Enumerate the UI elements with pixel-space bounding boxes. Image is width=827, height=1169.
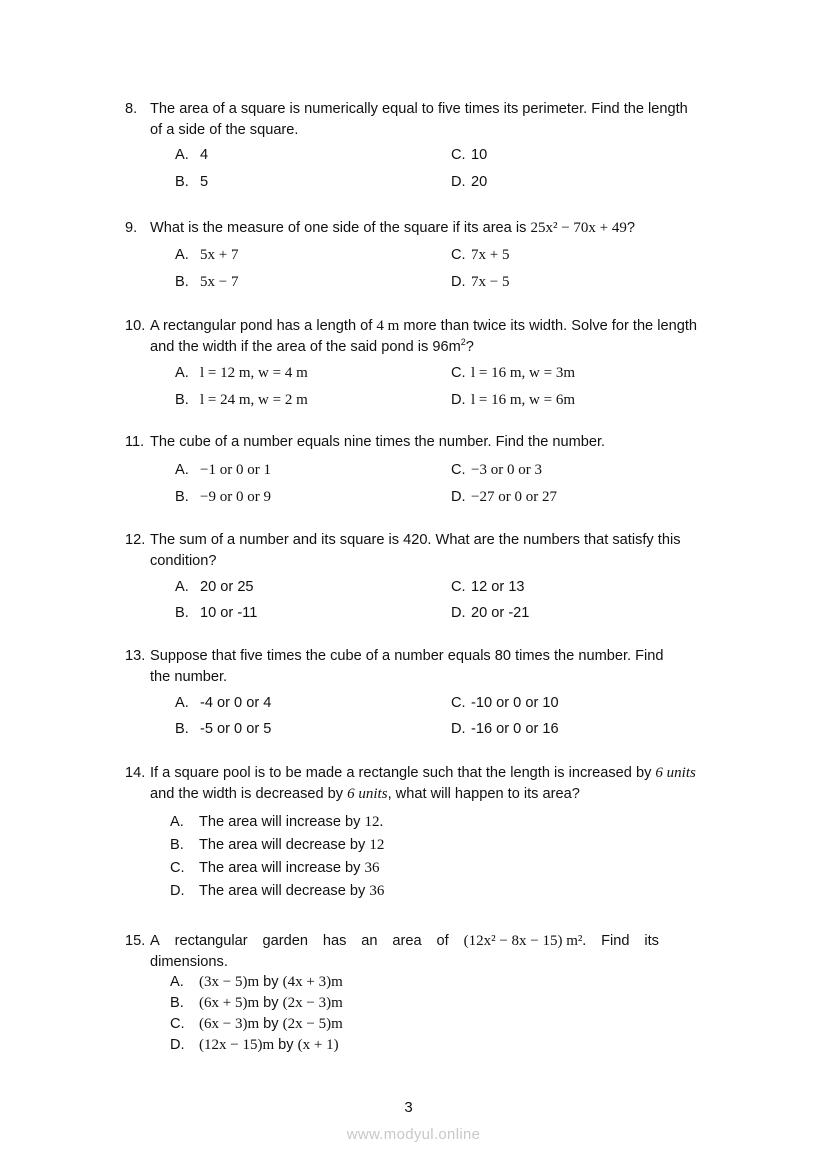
option-a[interactable]: A. 4: [175, 147, 209, 163]
option-text: l = 16 m, w = 6m: [471, 392, 576, 408]
option-text: -4 or 0 or 4: [200, 695, 272, 711]
option-a[interactable]: A. The area will increase by 12.: [170, 814, 384, 830]
question-stem: The area of a square is numerically equal to five times its perimeter. Find the length of a side of the square.: [150, 101, 688, 138]
question-8: [125, 99, 725, 140]
option-a[interactable]: A. 5x + 7: [175, 247, 239, 263]
option-b[interactable]: B. 5: [175, 174, 209, 190]
option-text: −9 or 0 or 9: [200, 489, 271, 505]
option-text: −1 or 0 or 1: [200, 462, 271, 478]
math-expression: 25x² − 70x + 49: [530, 220, 627, 236]
option-a[interactable]: A. 20 or 25: [175, 579, 254, 595]
question-number: 12.: [125, 532, 146, 548]
option-d[interactable]: D. 20: [451, 174, 488, 190]
math-expression: 6 units: [347, 785, 388, 802]
option-c[interactable]: C. 7x + 5: [451, 247, 510, 263]
question-13: [125, 646, 725, 687]
option-text: 20 or 25: [200, 579, 254, 595]
question-9: [125, 218, 725, 239]
option-b[interactable]: B. The area will decrease by 12: [170, 837, 385, 853]
question-stem: The sum of a number and its square is 420. What are the numbers that satisfy this condition?: [150, 532, 681, 569]
question-number: 8.: [125, 101, 138, 117]
option-text: 12 or 13: [471, 579, 525, 595]
option-text: 5x + 7: [200, 247, 239, 263]
option-text: 5x − 7: [200, 274, 239, 290]
option-text: −27 or 0 or 27: [471, 489, 557, 505]
option-b[interactable]: B. 5x − 7: [175, 274, 239, 290]
question-number: 14.: [125, 765, 146, 781]
option-text: l = 24 m, w = 2 m: [200, 392, 308, 408]
option-text: l = 12 m, w = 4 m: [200, 365, 308, 381]
question-number: 13.: [125, 648, 146, 664]
option-b[interactable]: B. 10 or -11: [175, 605, 258, 621]
option-text: 10 or -11: [200, 605, 258, 621]
option-text: −3 or 0 or 3: [471, 462, 542, 478]
option-text: -16 or 0 or 16: [471, 721, 559, 737]
option-text: l = 16 m, w = 3m: [471, 365, 576, 381]
watermark: www.modyul.online: [346, 1126, 481, 1143]
math-expression: 6 units: [655, 765, 696, 781]
option-d[interactable]: D. 20 or -21: [451, 605, 530, 621]
option-b[interactable]: B. −9 or 0 or 9: [175, 489, 271, 505]
question-stem: The cube of a number equals nine times the number. Find the number.: [150, 434, 606, 450]
option-a[interactable]: A. −1 or 0 or 1: [175, 462, 271, 478]
option-text: The area will increase by: [199, 814, 365, 830]
question-14: [125, 763, 725, 804]
question-stem: A rectangular garden has an area of (12x² − 8x − 15) m². Find its dimensions.: [150, 933, 659, 970]
option-c[interactable]: C. l = 16 m, w = 3m: [451, 365, 576, 381]
option-c[interactable]: C. 10: [451, 147, 488, 163]
page-number: 3: [404, 1099, 413, 1116]
option-c[interactable]: C. -10 or 0 or 10: [451, 695, 559, 711]
option-b[interactable]: B. (6x + 5)m by (2x − 3)m: [170, 995, 343, 1011]
math-expression: (12x² − 8x − 15) m².: [463, 933, 587, 949]
question-15: [125, 931, 725, 972]
option-b[interactable]: B. l = 24 m, w = 2 m: [175, 392, 308, 408]
option-text: 10: [471, 147, 488, 163]
option-a[interactable]: A. -4 or 0 or 4: [175, 695, 272, 711]
option-c[interactable]: C. The area will increase by 36: [170, 860, 380, 876]
option-c[interactable]: C. (6x − 3)m by (2x − 5)m: [170, 1016, 343, 1032]
option-d[interactable]: D. The area will decrease by 36: [170, 883, 385, 899]
option-text: 4: [200, 147, 209, 163]
stem-line-1: A rectangular garden has an area of (12x² − 8x − 15) m². Find its: [150, 931, 659, 952]
question-stem: Suppose that five times the cube of a number equals 80 times the number. Find the number.: [150, 648, 664, 685]
option-a[interactable]: A. (3x − 5)m by (4x + 3)m: [170, 974, 343, 990]
question-12: [125, 530, 725, 571]
option-d[interactable]: D. l = 16 m, w = 6m: [451, 392, 576, 408]
option-text: 5: [200, 174, 209, 190]
question-number: 11.: [125, 434, 145, 450]
question-stem: What is the measure of one side of the square if its area is 25x² − 70x + 49?: [150, 220, 635, 236]
option-text: 7x − 5: [471, 274, 510, 290]
math-expression: 4 m: [376, 318, 400, 334]
option-text: -5 or 0 or 5: [200, 721, 272, 737]
question-number: 10.: [125, 318, 146, 334]
question-stem: If a square pool is to be made a rectangle such that the length is increased by 6 units and the width is decreased by 6 units, what will happen to its area?: [150, 765, 696, 802]
option-text: The area will decrease by: [199, 883, 370, 899]
question-stem: A rectangular pond has a length of 4 m more than twice its width. Solve for the length and the width if the area of the said pond is $96m^2$?: [150, 318, 697, 355]
option-text: -10 or 0 or 10: [471, 695, 559, 711]
question-number: 15.: [125, 933, 146, 949]
option-d[interactable]: D. -16 or 0 or 16: [451, 721, 559, 737]
option-c[interactable]: C. 12 or 13: [451, 579, 525, 595]
option-d[interactable]: D. 7x − 5: [451, 274, 510, 290]
option-c[interactable]: C. −3 or 0 or 3: [451, 462, 542, 478]
option-text: 7x + 5: [471, 247, 510, 263]
question-10: [125, 316, 725, 357]
option-text: The area will increase by: [199, 860, 365, 876]
option-b[interactable]: B. -5 or 0 or 5: [175, 721, 272, 737]
option-d[interactable]: D. −27 or 0 or 27: [451, 489, 557, 505]
question-11: [125, 432, 725, 453]
option-text: The area will decrease by: [199, 837, 370, 853]
question-number: 9.: [125, 220, 138, 236]
option-a[interactable]: A. l = 12 m, w = 4 m: [175, 365, 308, 381]
option-text: 20 or -21: [471, 605, 530, 621]
option-text: 20: [471, 174, 488, 190]
option-d[interactable]: D. (12x − 15)m by (x + 1): [170, 1037, 339, 1053]
